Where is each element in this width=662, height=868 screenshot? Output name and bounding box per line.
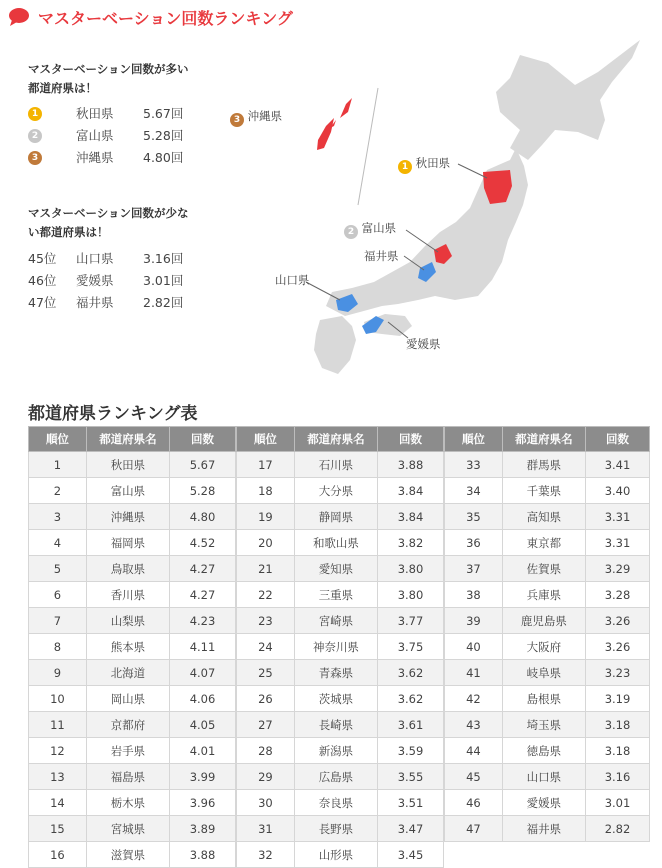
prefecture-cell: 石川県 [294, 452, 377, 478]
rank-cell: 8 [29, 634, 87, 660]
rank-cell: 28 [237, 738, 295, 764]
rank-cell: 3 [29, 504, 87, 530]
rank-cell: 1 [29, 452, 87, 478]
column-header: 回数 [378, 427, 444, 452]
prefecture-cell: 神奈川県 [294, 634, 377, 660]
count-cell: 3.18 [585, 738, 649, 764]
prefecture-cell: 大分県 [294, 478, 377, 504]
prefecture-cell: 栃木県 [86, 790, 169, 816]
most-title: マスターベーション回数が多い 都道府県は！ [28, 62, 189, 95]
table-row [237, 686, 444, 712]
table-row [445, 452, 650, 478]
prefecture-cell: 富山県 [86, 478, 169, 504]
rank-cell: 4 [29, 530, 87, 556]
rank-number: 46位 [28, 273, 57, 288]
table-row [237, 452, 444, 478]
rank-cell: 40 [445, 634, 503, 660]
rank-cell: 17 [237, 452, 295, 478]
ranking-table-2 [236, 426, 444, 868]
count-cell: 3.28 [585, 582, 649, 608]
count-cell: 2.82 [585, 816, 649, 842]
rank-cell: 26 [237, 686, 295, 712]
count-cell: 3.16 [585, 764, 649, 790]
count-cell: 3.77 [378, 608, 444, 634]
rank-cell: 37 [445, 556, 503, 582]
table-row [29, 686, 236, 712]
rank-cell: 11 [29, 712, 87, 738]
table-row [29, 608, 236, 634]
prefecture-cell: 鹿児島県 [502, 608, 585, 634]
count-cell: 4.27 [170, 556, 236, 582]
column-header: 回数 [585, 427, 649, 452]
count-cell: 3.45 [378, 842, 444, 868]
table-row [445, 634, 650, 660]
rank-cell: 5 [29, 556, 87, 582]
prefecture-cell: 山口県 [502, 764, 585, 790]
prefecture-cell: 北海道 [86, 660, 169, 686]
column-header: 都道府県名 [502, 427, 585, 452]
rank-cell: 13 [29, 764, 87, 790]
rank-cell: 44 [445, 738, 503, 764]
prefecture-cell: 岐阜県 [502, 660, 585, 686]
gold-medal-icon: 1 [28, 107, 42, 121]
table-row [445, 790, 650, 816]
count-cell: 3.82 [378, 530, 444, 556]
pref-value: 3.01回 [143, 273, 184, 288]
prefecture-cell: 三重県 [294, 582, 377, 608]
pref-name: 富山県 [76, 128, 114, 143]
prefecture-cell: 福井県 [502, 816, 585, 842]
rank-cell: 7 [29, 608, 87, 634]
prefecture-cell: 和歌山県 [294, 530, 377, 556]
rank-cell: 27 [237, 712, 295, 738]
count-cell: 3.75 [378, 634, 444, 660]
pref-name: 愛媛県 [76, 273, 114, 288]
rank-cell: 42 [445, 686, 503, 712]
count-cell: 4.27 [170, 582, 236, 608]
rank-cell: 36 [445, 530, 503, 556]
rank-cell: 14 [29, 790, 87, 816]
table-row [237, 842, 444, 868]
count-cell: 5.67 [170, 452, 236, 478]
count-cell: 3.61 [378, 712, 444, 738]
prefecture-cell: 長崎県 [294, 712, 377, 738]
prefecture-cell: 島根県 [502, 686, 585, 712]
prefecture-cell: 奈良県 [294, 790, 377, 816]
count-cell: 4.52 [170, 530, 236, 556]
rank-cell: 9 [29, 660, 87, 686]
table-row [29, 790, 236, 816]
rank-cell: 34 [445, 478, 503, 504]
table-row [237, 556, 444, 582]
prefecture-cell: 大阪府 [502, 634, 585, 660]
silver-medal-icon: 2 [344, 225, 358, 239]
rank-cell: 31 [237, 816, 295, 842]
rank-cell: 20 [237, 530, 295, 556]
table-row [445, 556, 650, 582]
toyama-label: 2 富山県 [344, 220, 396, 237]
table-header-row [237, 427, 444, 452]
rank-cell: 24 [237, 634, 295, 660]
rank-cell: 46 [445, 790, 503, 816]
table-row [445, 504, 650, 530]
rank-cell: 15 [29, 816, 87, 842]
table-row [237, 660, 444, 686]
rank-cell: 12 [29, 738, 87, 764]
rank-cell: 47 [445, 816, 503, 842]
count-cell: 3.59 [378, 738, 444, 764]
prefecture-cell: 千葉県 [502, 478, 585, 504]
count-cell: 3.19 [585, 686, 649, 712]
prefecture-cell: 青森県 [294, 660, 377, 686]
count-cell: 4.05 [170, 712, 236, 738]
rank-cell: 18 [237, 478, 295, 504]
count-cell: 3.29 [585, 556, 649, 582]
column-header: 順位 [29, 427, 87, 452]
table-row [445, 738, 650, 764]
table-row [445, 712, 650, 738]
count-cell: 3.23 [585, 660, 649, 686]
count-cell: 4.01 [170, 738, 236, 764]
prefecture-cell: 岡山県 [86, 686, 169, 712]
rank-cell: 25 [237, 660, 295, 686]
count-cell: 3.47 [378, 816, 444, 842]
table-row [29, 634, 236, 660]
page-title: マスターベーション回数ランキング [38, 9, 293, 28]
akita-label: 1 秋田県 [398, 155, 450, 172]
rank-cell: 35 [445, 504, 503, 530]
prefecture-cell: 岩手県 [86, 738, 169, 764]
table-row [445, 478, 650, 504]
column-header: 順位 [237, 427, 295, 452]
prefecture-cell: 山形県 [294, 842, 377, 868]
inset-divider [358, 88, 378, 205]
ehime-label: 愛媛県 [406, 337, 441, 351]
count-cell: 4.11 [170, 634, 236, 660]
count-cell: 3.41 [585, 452, 649, 478]
pref-name: 沖縄県 [76, 150, 114, 165]
pref-name: 秋田県 [76, 106, 114, 121]
fukui-label: 福井県 [364, 249, 399, 263]
table-header-row [445, 427, 650, 452]
count-cell: 3.01 [585, 790, 649, 816]
prefecture-cell: 東京都 [502, 530, 585, 556]
table-row [445, 686, 650, 712]
count-cell: 3.55 [378, 764, 444, 790]
pref-value: 5.28回 [143, 128, 184, 143]
table-row [237, 816, 444, 842]
table-row [237, 530, 444, 556]
least-title: マスターベーション回数が少な い都道府県は！ [28, 206, 189, 239]
table-row [237, 608, 444, 634]
rank-cell: 33 [445, 452, 503, 478]
rank-cell: 23 [237, 608, 295, 634]
table-row [29, 582, 236, 608]
count-cell: 3.80 [378, 582, 444, 608]
table-row [29, 660, 236, 686]
rank-number: 45位 [28, 251, 57, 266]
table-row [445, 608, 650, 634]
table-row [237, 790, 444, 816]
rank-cell: 45 [445, 764, 503, 790]
count-cell: 3.31 [585, 530, 649, 556]
table-row [29, 452, 236, 478]
rank-cell: 19 [237, 504, 295, 530]
table-row [29, 504, 236, 530]
prefecture-cell: 福岡県 [86, 530, 169, 556]
table-row [29, 764, 236, 790]
table-row [445, 816, 650, 842]
yamaguchi-leader-line [306, 282, 340, 300]
count-cell: 4.80 [170, 504, 236, 530]
table-row [237, 582, 444, 608]
table-row [29, 712, 236, 738]
count-cell: 3.96 [170, 790, 236, 816]
table-row [29, 478, 236, 504]
prefecture-cell: 高知県 [502, 504, 585, 530]
prefecture-cell: 長野県 [294, 816, 377, 842]
prefecture-cell: 宮崎県 [294, 608, 377, 634]
yamaguchi-label: 山口県 [275, 273, 310, 287]
rank-cell: 16 [29, 842, 87, 868]
rank-cell: 43 [445, 712, 503, 738]
japan-map [0, 0, 662, 400]
count-cell: 3.88 [170, 842, 236, 868]
prefecture-cell: 新潟県 [294, 738, 377, 764]
okinawa-shape [317, 118, 334, 150]
pref-value: 3.16回 [143, 251, 184, 266]
count-cell: 3.80 [378, 556, 444, 582]
count-cell: 4.06 [170, 686, 236, 712]
prefecture-cell: 山梨県 [86, 608, 169, 634]
count-cell: 3.26 [585, 634, 649, 660]
table-row [445, 530, 650, 556]
bronze-medal-icon: 3 [28, 151, 42, 165]
prefecture-cell: 沖縄県 [86, 504, 169, 530]
pref-name: 福井県 [76, 295, 114, 310]
prefecture-cell: 秋田県 [86, 452, 169, 478]
count-cell: 3.18 [585, 712, 649, 738]
count-cell: 3.26 [585, 608, 649, 634]
kyushu-shape [314, 316, 356, 374]
prefecture-cell: 広島県 [294, 764, 377, 790]
rank-cell: 2 [29, 478, 87, 504]
prefecture-cell: 宮城県 [86, 816, 169, 842]
rank-cell: 10 [29, 686, 87, 712]
prefecture-cell: 埼玉県 [502, 712, 585, 738]
ranking-table-3 [444, 426, 650, 842]
table-row [445, 764, 650, 790]
prefecture-cell: 徳島県 [502, 738, 585, 764]
ranking-table-1 [28, 426, 236, 868]
rank-cell: 38 [445, 582, 503, 608]
table-header-row [29, 427, 236, 452]
bronze-medal-icon: 3 [230, 113, 244, 127]
prefecture-cell: 福島県 [86, 764, 169, 790]
column-header: 都道府県名 [86, 427, 169, 452]
table-row [237, 478, 444, 504]
table-row [445, 582, 650, 608]
count-cell: 3.88 [378, 452, 444, 478]
pref-value: 2.82回 [143, 295, 184, 310]
table-row [237, 738, 444, 764]
count-cell: 3.31 [585, 504, 649, 530]
prefecture-cell: 京都府 [86, 712, 169, 738]
table-row [29, 530, 236, 556]
pref-value: 5.67回 [143, 106, 184, 121]
prefecture-cell: 熊本県 [86, 634, 169, 660]
count-cell: 3.84 [378, 504, 444, 530]
rank-cell: 41 [445, 660, 503, 686]
table-title: 都道府県ランキング表 [28, 404, 198, 424]
column-header: 回数 [170, 427, 236, 452]
prefecture-cell: 群馬県 [502, 452, 585, 478]
prefecture-cell: 香川県 [86, 582, 169, 608]
count-cell: 3.51 [378, 790, 444, 816]
count-cell: 3.89 [170, 816, 236, 842]
count-cell: 4.07 [170, 660, 236, 686]
okinawa-label: 3 沖縄県 [230, 108, 282, 125]
prefecture-cell: 愛媛県 [502, 790, 585, 816]
table-row [29, 816, 236, 842]
okinawa-islands-shape [330, 98, 352, 128]
count-cell: 4.23 [170, 608, 236, 634]
prefecture-cell: 滋賀県 [86, 842, 169, 868]
rank-cell: 29 [237, 764, 295, 790]
table-row [237, 764, 444, 790]
rank-cell: 30 [237, 790, 295, 816]
count-cell: 3.84 [378, 478, 444, 504]
count-cell: 5.28 [170, 478, 236, 504]
prefecture-cell: 静岡県 [294, 504, 377, 530]
prefecture-cell: 愛知県 [294, 556, 377, 582]
rank-cell: 6 [29, 582, 87, 608]
pref-value: 4.80回 [143, 150, 184, 165]
table-row [29, 556, 236, 582]
rank-cell: 21 [237, 556, 295, 582]
count-cell: 3.62 [378, 686, 444, 712]
table-row [445, 660, 650, 686]
rank-number: 47位 [28, 295, 57, 310]
hokkaido-shape [496, 40, 640, 160]
rank-cell: 39 [445, 608, 503, 634]
table-row [237, 712, 444, 738]
silver-medal-icon: 2 [28, 129, 42, 143]
prefecture-cell: 佐賀県 [502, 556, 585, 582]
prefecture-cell: 茨城県 [294, 686, 377, 712]
count-cell: 3.40 [585, 478, 649, 504]
table-row [237, 634, 444, 660]
pref-name: 山口県 [76, 251, 114, 266]
table-row [29, 738, 236, 764]
count-cell: 3.99 [170, 764, 236, 790]
table-row [237, 504, 444, 530]
rank-cell: 32 [237, 842, 295, 868]
prefecture-cell: 鳥取県 [86, 556, 169, 582]
gold-medal-icon: 1 [398, 160, 412, 174]
rank-cell: 22 [237, 582, 295, 608]
akita-leader-line [458, 164, 487, 178]
table-row [29, 842, 236, 868]
count-cell: 3.62 [378, 660, 444, 686]
column-header: 都道府県名 [294, 427, 377, 452]
column-header: 順位 [445, 427, 503, 452]
prefecture-cell: 兵庫県 [502, 582, 585, 608]
